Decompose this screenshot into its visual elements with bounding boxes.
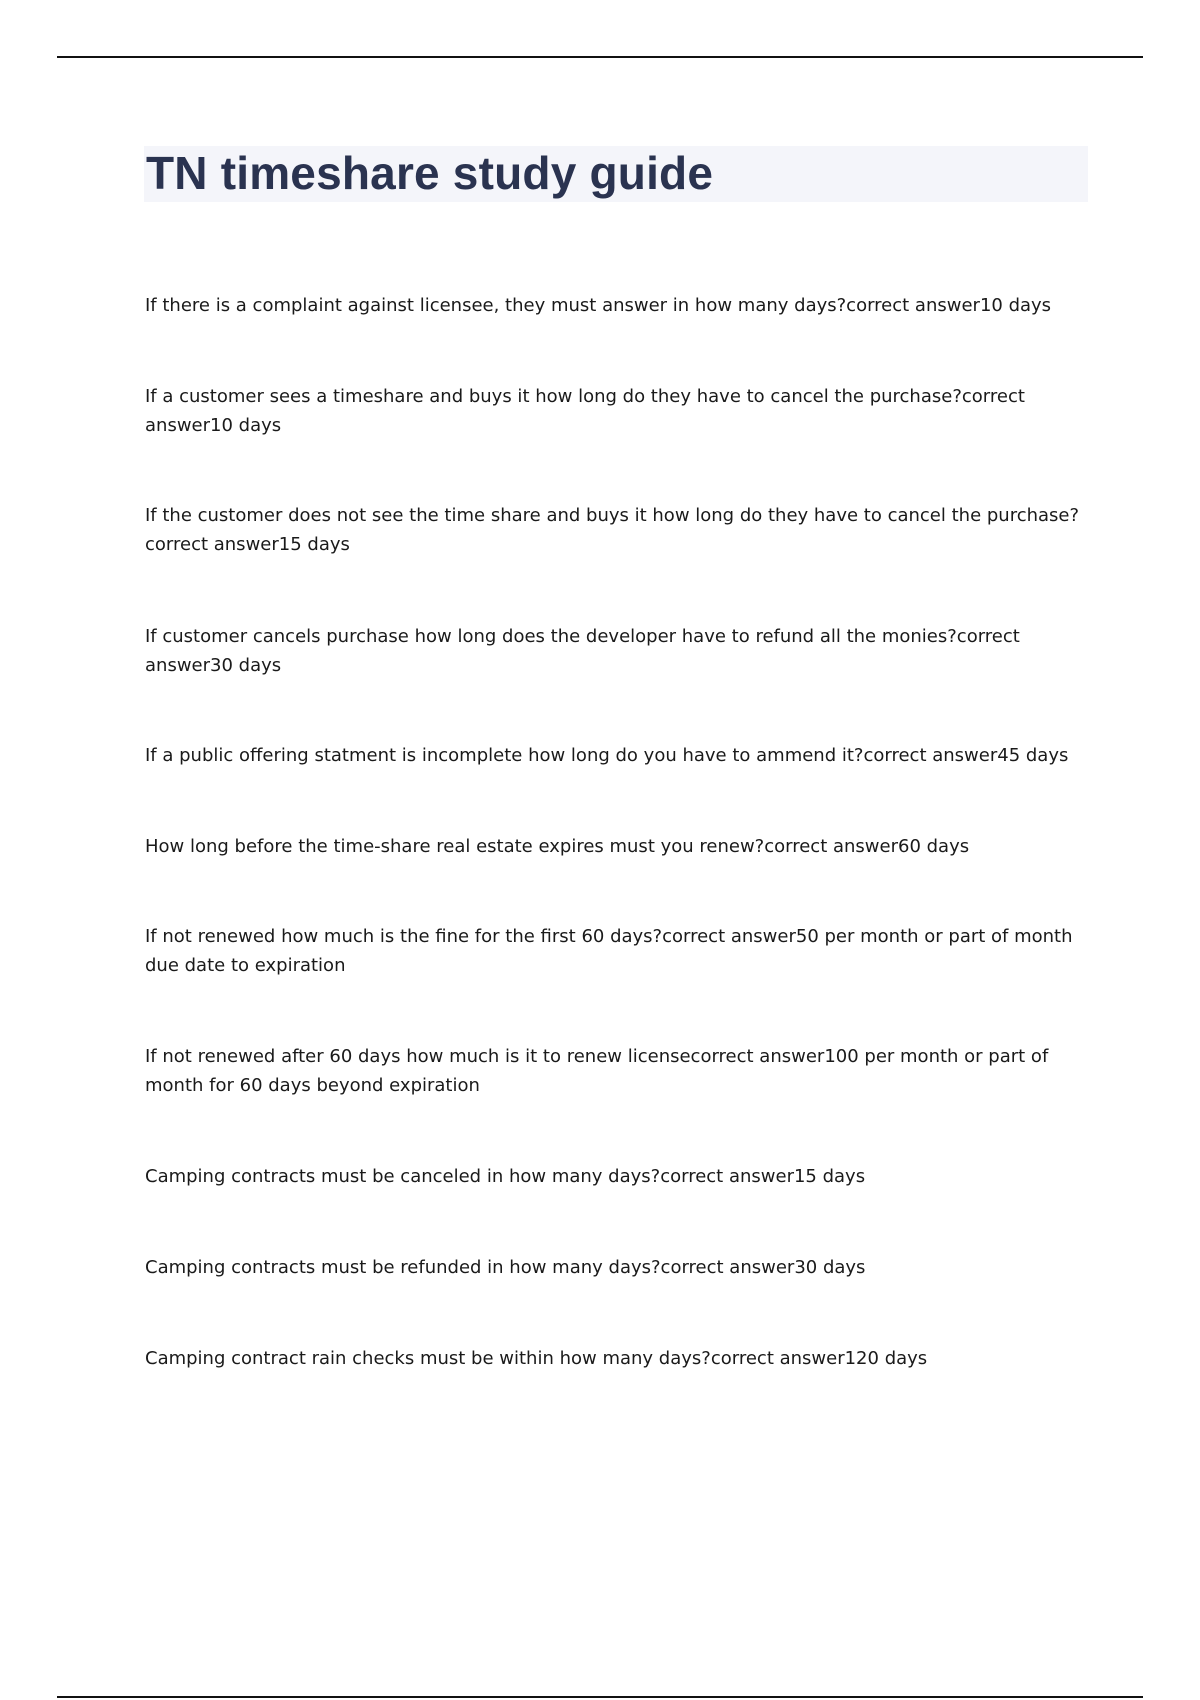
qa-item: If there is a complaint against licensee, they must answer in how many days?correct answer10 days [145, 295, 1052, 316]
qa-item: Camping contracts must be refunded in how many days?correct answer30 days [145, 1257, 866, 1278]
qa-item: Camping contract rain checks must be within how many days?correct answer120 days [145, 1348, 928, 1369]
document-title: TN timeshare study guide [146, 147, 714, 199]
qa-item: If customer cancels purchase how long does the developer have to refund all the monies?correct answer30 days [145, 626, 1020, 676]
bottom-rule [57, 1696, 1143, 1698]
top-rule [57, 56, 1143, 58]
qa-item: How long before the time-share real estate expires must you renew?correct answer60 days [145, 836, 970, 857]
qa-item: If a customer sees a timeshare and buys it how long do they have to cancel the purchase?correct answer10 days [145, 386, 1025, 436]
qa-item: If not renewed after 60 days how much is it to renew licensecorrect answer100 per month or part of month for 60 days beyond expiration [145, 1046, 1049, 1096]
qa-item: If the customer does not see the time share and buys it how long do they have to cancel the purchase?correct answer15 days [145, 505, 1080, 555]
qa-item: Camping contracts must be canceled in how many days?correct answer15 days [145, 1166, 866, 1187]
qa-item: If not renewed how much is the fine for the first 60 days?correct answer50 per month or part of month due date to expiration [145, 926, 1073, 976]
qa-item: If a public offering statment is incomplete how long do you have to ammend it?correct answer45 days [145, 745, 1069, 766]
